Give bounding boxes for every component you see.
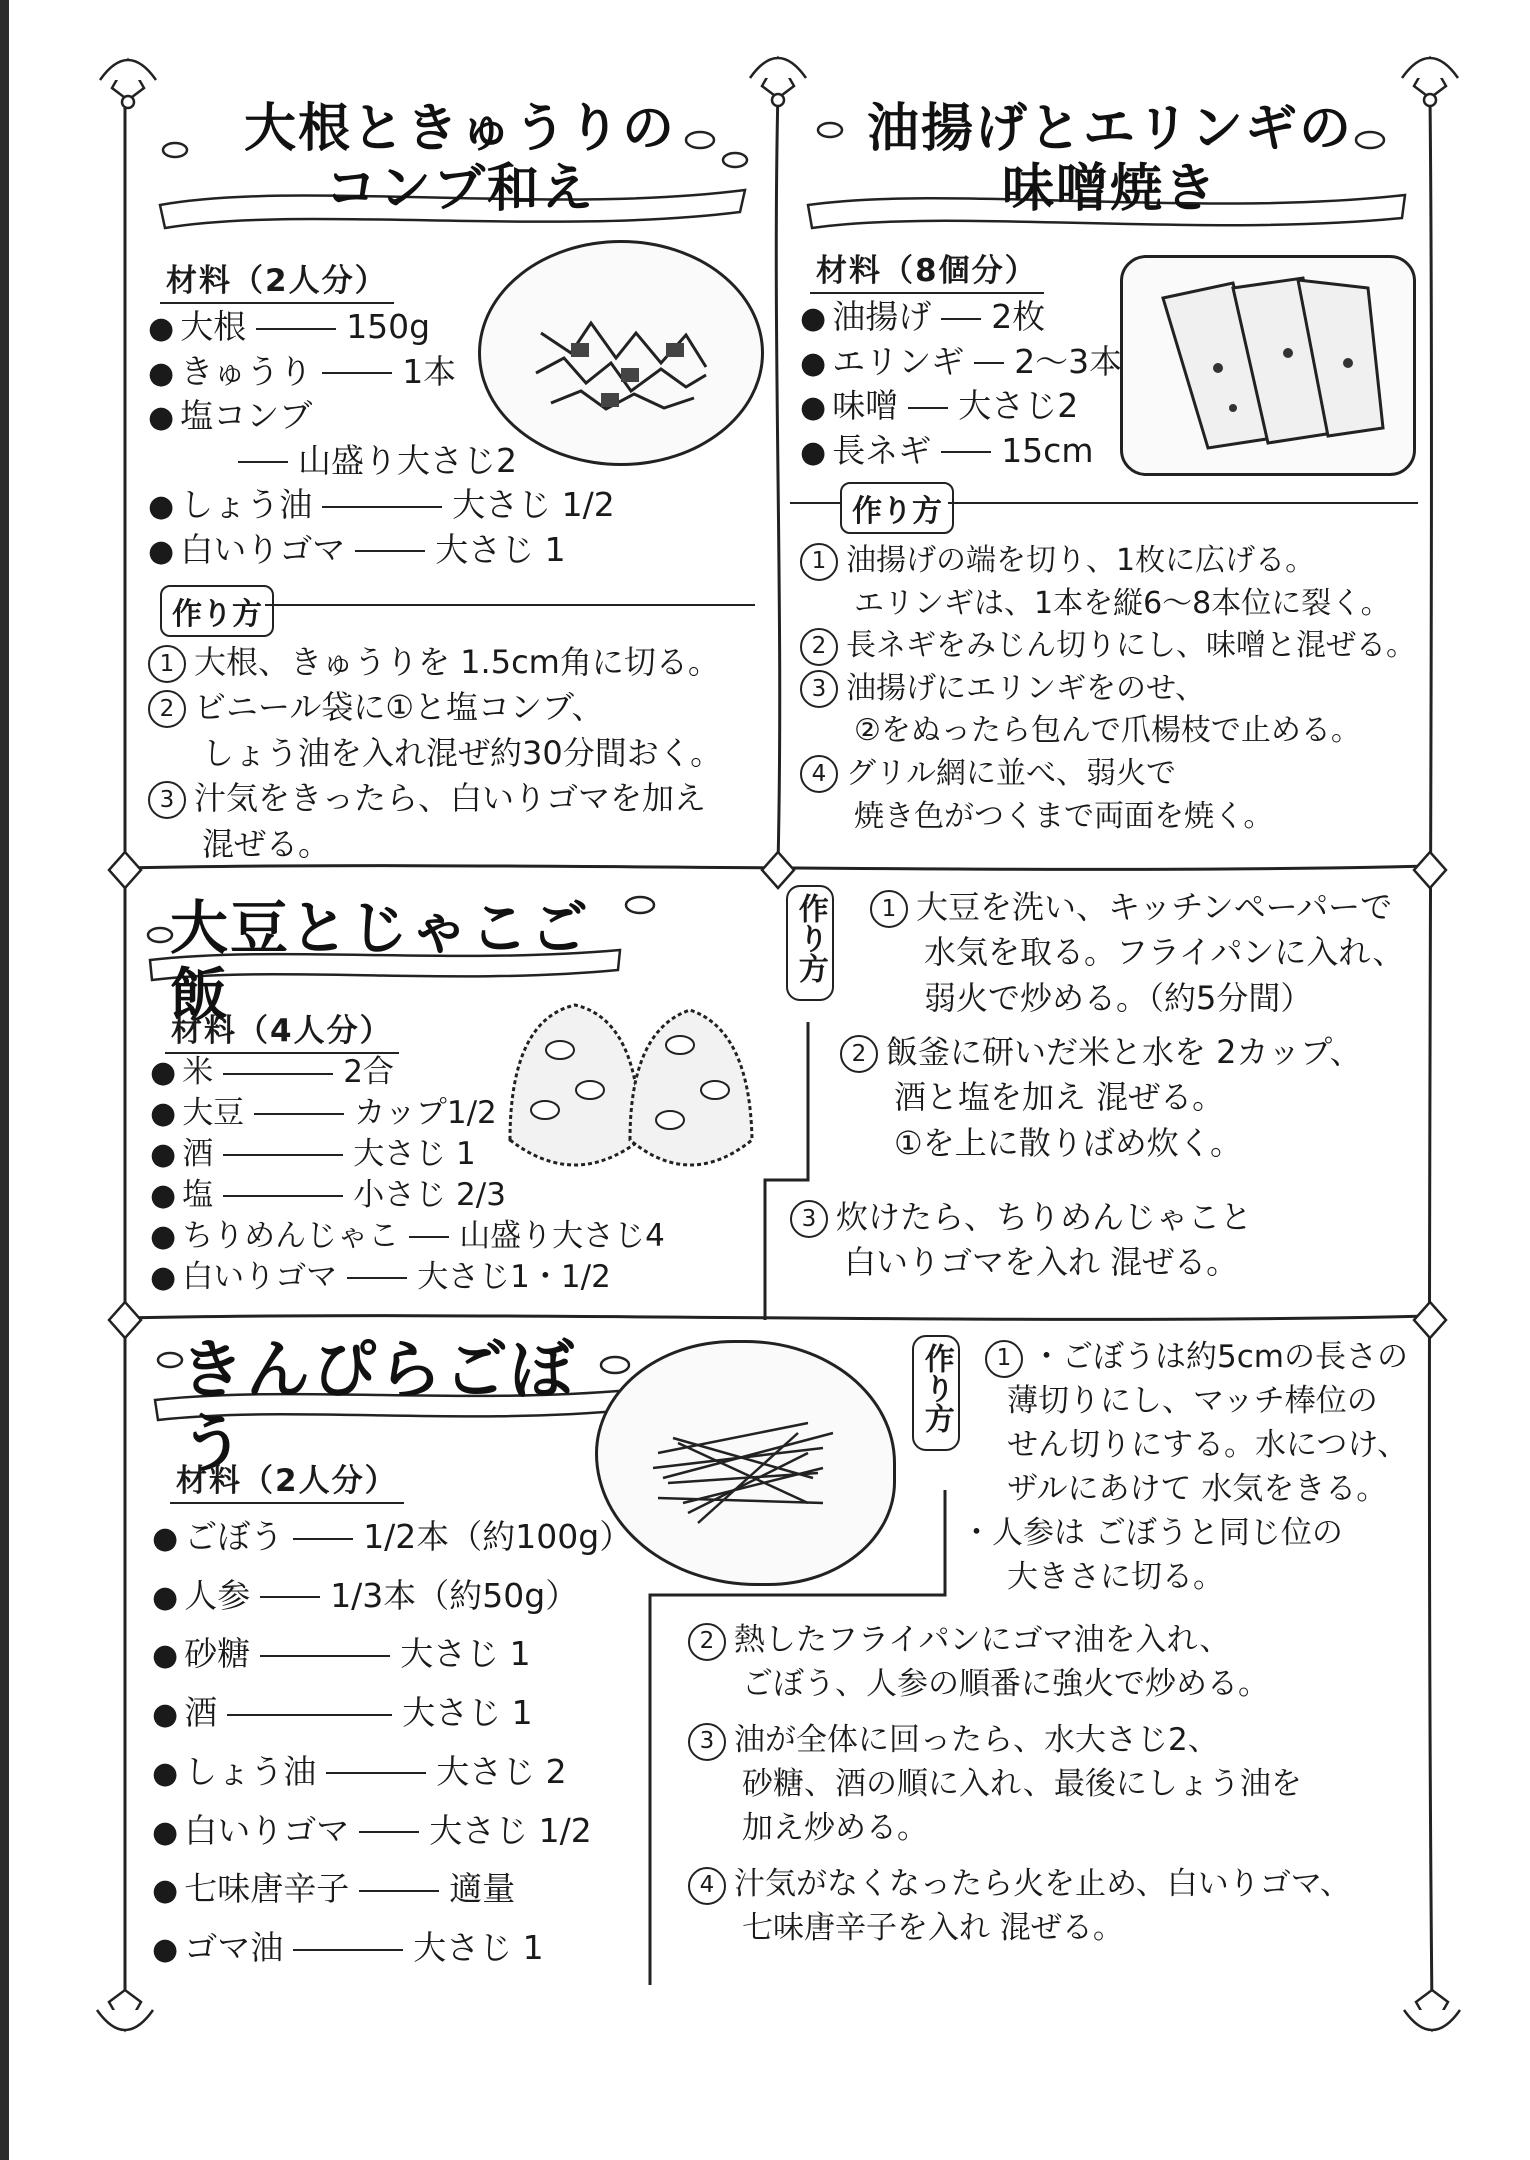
howto-label: 作り方 bbox=[792, 893, 828, 983]
step-2-cont bbox=[148, 731, 722, 776]
ingredient-amount: 大さじ 1/2 bbox=[452, 485, 615, 525]
step-text: 油揚げの端を切り、1枚に広げる。 bbox=[846, 543, 1316, 578]
ingredient-name: 白いりゴマ bbox=[182, 1258, 338, 1295]
step-4-cont bbox=[688, 1906, 1351, 1950]
ingredient-name: しょう油 bbox=[184, 1751, 317, 1791]
howto-rule bbox=[265, 604, 755, 606]
ingredient-row: ● 大根 150g bbox=[148, 307, 431, 346]
ingredient-name: 長ネギ bbox=[832, 430, 932, 470]
ingredients-list bbox=[148, 305, 615, 572]
ingredient-amount: 2〜3本 bbox=[1014, 341, 1123, 381]
ingredient-amount: 大さじ 1 bbox=[402, 1693, 533, 1733]
step-text: ザルにあけて 水気をきる。 bbox=[1007, 1471, 1388, 1508]
ingredient-row: ● 塩 小さじ 2/3 bbox=[150, 1176, 506, 1213]
steps-list bbox=[961, 1335, 1409, 1599]
step-3 bbox=[148, 776, 722, 821]
step-text: 汁気をきったら、白いりゴマを加え bbox=[194, 779, 707, 818]
step-3-cont bbox=[688, 1762, 1351, 1806]
ingredient-row: ● ゴマ油 大さじ 1 bbox=[152, 1928, 544, 1968]
step-number: 1 bbox=[985, 1340, 1023, 1378]
ingredient-amount: 大さじ 1 bbox=[413, 1928, 544, 1968]
ingredient-name: ゴマ油 bbox=[184, 1928, 284, 1968]
step-2-cont bbox=[688, 1662, 1351, 1706]
ingredient-name: 酒 bbox=[184, 1693, 218, 1733]
ingredient-row: ● ちりめんじゃこ 山盛り大さじ4 bbox=[150, 1217, 665, 1254]
step-number: 2 bbox=[148, 690, 186, 728]
ingredient-row: ● エリンギ 2〜3本 bbox=[800, 341, 1123, 381]
step-text: 大豆を洗い、キッチンペーパーで bbox=[916, 888, 1393, 926]
ingredient-name: 米 bbox=[182, 1054, 214, 1090]
ingredient-amount: 2枚 bbox=[991, 297, 1046, 336]
step-1 bbox=[985, 1335, 1408, 1379]
step-2-cont bbox=[840, 1075, 1362, 1120]
step-1-cont bbox=[985, 1379, 1408, 1423]
step-3 bbox=[800, 668, 1416, 711]
ingredient-name: 油揚げ bbox=[832, 297, 932, 336]
step-text: グリル網に並べ、弱火で bbox=[846, 755, 1176, 791]
step-text: 砂糖、酒の順に入れ、最後にしょう油を bbox=[742, 1766, 1302, 1803]
recipe-title: きんぴらごぼう bbox=[180, 1334, 576, 1482]
materials-header: 材料（8個分） bbox=[810, 245, 1044, 294]
steps-list bbox=[870, 885, 1404, 1021]
corner-ornament-top-left bbox=[100, 60, 156, 108]
step-3 bbox=[790, 1195, 1252, 1240]
step-text: 白いりゴマを入れ 混ぜる。 bbox=[844, 1243, 1239, 1282]
step-number: 2 bbox=[800, 628, 838, 666]
step-text: 熱したフライパンにゴマ油を入れ、 bbox=[734, 1622, 1231, 1658]
step-2 bbox=[840, 1030, 1362, 1075]
ingredient-row: ● 米 2合 bbox=[150, 1054, 394, 1090]
ingredient-row: ● 白いりゴマ 大さじ1・1/2 bbox=[150, 1258, 611, 1295]
step-3-cont bbox=[800, 710, 1416, 753]
step-text: 大きさに切る。 bbox=[1007, 1559, 1224, 1596]
ingredient-row: ● 油揚げ 2枚 bbox=[800, 297, 1046, 336]
step-1-cont bbox=[800, 583, 1416, 626]
ingredient-amount: 小さじ 2/3 bbox=[353, 1176, 506, 1213]
ingredient-amount: 大さじ1・1/2 bbox=[417, 1258, 611, 1295]
step-number: 3 bbox=[790, 1200, 828, 1238]
step-4 bbox=[688, 1862, 1351, 1906]
step-1-cont bbox=[985, 1555, 1408, 1599]
step-3-cont bbox=[790, 1240, 1252, 1285]
step-text: ①を上に散りばめ炊く。 bbox=[894, 1123, 1243, 1162]
howto-label-vertical bbox=[786, 885, 834, 1001]
ingredient-name: 白いりゴマ bbox=[184, 1810, 350, 1850]
howto-label: 作り方 bbox=[160, 585, 274, 637]
steps-list-3 bbox=[790, 1195, 1252, 1286]
step-text: 炊けたら、ちりめんじゃこと bbox=[836, 1198, 1253, 1236]
howto-rule-left bbox=[790, 502, 840, 504]
steps-list-2 bbox=[688, 1618, 1351, 1950]
step-3-cont bbox=[148, 822, 722, 867]
step-2 bbox=[148, 685, 722, 730]
ingredient-row: ● しょう油 大さじ 2 bbox=[152, 1751, 567, 1791]
materials-header: 材料（2人分） bbox=[170, 1455, 404, 1504]
step-1-cont bbox=[870, 976, 1404, 1021]
step-1-cont bbox=[985, 1467, 1408, 1511]
step-2 bbox=[800, 625, 1416, 668]
ingredient-name: 白いりゴマ bbox=[180, 529, 346, 569]
ingredient-amount: 1/2本（約100g） bbox=[363, 1517, 633, 1556]
step-1-cont bbox=[870, 930, 1404, 975]
step-number: 1 bbox=[870, 890, 908, 928]
ingredient-row: ● 大豆 カップ1/2 bbox=[150, 1094, 497, 1131]
ingredient-row: ● 七味唐辛子 適量 bbox=[152, 1869, 516, 1909]
ingredient-amount: 1/3本（約50g） bbox=[330, 1575, 579, 1615]
ingredient-name: 塩コンブ bbox=[180, 396, 313, 436]
step-text: ビニール袋に①と塩コンブ、 bbox=[194, 688, 604, 727]
step-text: エリンギは、1本を縦6〜8本位に裂く。 bbox=[854, 585, 1391, 621]
step-1 bbox=[148, 640, 722, 685]
ingredient-row: ● 砂糖 大さじ 1 bbox=[152, 1634, 531, 1674]
ingredient-name: ちりめんじゃこ bbox=[182, 1217, 400, 1254]
step-4 bbox=[800, 753, 1416, 796]
ingredient-row: ● 味噌 大さじ2 bbox=[800, 386, 1079, 426]
materials-header: 材料（4人分） bbox=[165, 1005, 399, 1054]
step-text: せん切りにする。水につけ、 bbox=[1007, 1427, 1409, 1464]
step-number: 1 bbox=[800, 543, 838, 581]
step-text: 長ネギをみじん切りにし、味噌と混ぜる。 bbox=[846, 628, 1416, 664]
step-number: 3 bbox=[688, 1723, 726, 1761]
step-text: 酒と塩を加え 混ぜる。 bbox=[894, 1078, 1225, 1117]
recipe-title bbox=[180, 100, 740, 220]
step-1-cont bbox=[985, 1423, 1408, 1467]
step-number: 4 bbox=[800, 755, 838, 793]
ingredient-name: しょう油 bbox=[180, 485, 313, 525]
step-4-cont bbox=[800, 796, 1416, 839]
ingredients-list bbox=[150, 1052, 665, 1297]
ingredient-row: ● 塩コンブ bbox=[148, 396, 313, 436]
ingredient-amount: 2合 bbox=[343, 1054, 394, 1090]
ingredient-row: ● 白いりゴマ 大さじ 1/2 bbox=[152, 1810, 592, 1850]
howto-label: 作り方 bbox=[918, 1343, 954, 1433]
step-text: ②をぬったら包んで爪楊枝で止める。 bbox=[854, 713, 1361, 749]
ingredient-amount: 大さじ2 bbox=[958, 386, 1079, 426]
ingredient-amount: 15cm bbox=[1001, 430, 1094, 470]
ingredient-row: ● ごぼう 1/2本（約100g） bbox=[152, 1517, 633, 1556]
step-text: 油が全体に回ったら、水大さじ2、 bbox=[734, 1722, 1219, 1759]
ingredient-name: 酒 bbox=[182, 1135, 214, 1172]
ingredient-amount: 大さじ 2 bbox=[436, 1751, 567, 1791]
step-text: 汁気がなくなったら火を止め、白いりゴマ、 bbox=[734, 1866, 1351, 1903]
title-line-2: 味噌焼き bbox=[1001, 158, 1218, 219]
materials-header: 材料（2人分） bbox=[160, 255, 394, 304]
step-text: 薄切りにし、マッチ棒位の bbox=[1007, 1383, 1378, 1420]
howto-rule-right bbox=[948, 502, 1418, 504]
ingredient-amount: 山盛り大さじ2 bbox=[298, 440, 517, 480]
step-number: 2 bbox=[840, 1035, 878, 1073]
ingredient-name: 七味唐辛子 bbox=[184, 1869, 350, 1909]
ingredient-name: 味噌 bbox=[832, 386, 899, 426]
ingredient-name: 砂糖 bbox=[184, 1634, 251, 1674]
ingredient-amount: カップ1/2 bbox=[354, 1094, 497, 1131]
title-line-1: 油揚げとエリンギの bbox=[866, 99, 1353, 159]
step-text: 油揚げにエリンギをのせ、 bbox=[846, 670, 1206, 706]
step-number: 3 bbox=[148, 781, 186, 819]
ingredient-amount: 山盛り大さじ4 bbox=[459, 1217, 665, 1254]
howto-label-vertical bbox=[912, 1335, 960, 1451]
step-3 bbox=[688, 1718, 1351, 1762]
dish-illustration bbox=[595, 1340, 896, 1586]
step-number: 2 bbox=[688, 1623, 726, 1661]
ingredient-name: きゅうり bbox=[180, 351, 313, 391]
step-text: 大根、きゅうりを 1.5cm角に切る。 bbox=[194, 643, 720, 681]
title-line-1: 大根ときゅうりの bbox=[243, 99, 676, 159]
steps-list-2 bbox=[840, 1030, 1362, 1166]
ingredient-row: ● 酒 大さじ 1 bbox=[152, 1693, 533, 1733]
ingredient-name: 大豆 bbox=[182, 1094, 245, 1131]
title-line-2: コンブ和え bbox=[324, 158, 595, 219]
ingredient-name: エリンギ bbox=[832, 341, 965, 381]
ingredient-row: ● 長ネギ 15cm bbox=[800, 430, 1094, 470]
step-text: しょう油を入れ混ぜ約30分間おく。 bbox=[202, 733, 723, 772]
howto-label: 作り方 bbox=[840, 482, 954, 534]
ingredients-list bbox=[800, 295, 1122, 473]
step-3-cont bbox=[688, 1806, 1351, 1850]
step-2-cont bbox=[840, 1121, 1362, 1166]
step-1 bbox=[870, 885, 1404, 930]
steps-list bbox=[800, 540, 1416, 838]
step-text: 飯釜に研いだ米と水を 2カップ、 bbox=[886, 1033, 1362, 1071]
ingredient-name: 人参 bbox=[184, 1575, 251, 1615]
step-2 bbox=[688, 1618, 1351, 1662]
step-1 bbox=[800, 540, 1416, 583]
step-1-cont bbox=[961, 1511, 1408, 1555]
ingredient-name: 大根 bbox=[180, 307, 247, 346]
step-number: 3 bbox=[800, 670, 838, 708]
step-number: 1 bbox=[148, 645, 186, 683]
step-text: 混ぜる。 bbox=[202, 824, 331, 863]
ingredient-amount: 大さじ 1 bbox=[435, 529, 566, 569]
recipe-title bbox=[830, 100, 1390, 220]
step-text: ごぼう、人参の順番に強火で炒める。 bbox=[742, 1666, 1269, 1703]
ingredient-amount: 大さじ 1 bbox=[353, 1135, 476, 1172]
ingredient-row: ● きゅうり 1本 bbox=[148, 351, 457, 391]
ingredient-row: ● 酒 大さじ 1 bbox=[150, 1135, 476, 1172]
ingredient-amount: 150g bbox=[346, 307, 431, 346]
step-text: 加え炒める。 bbox=[742, 1810, 928, 1847]
ingredient-row: ● 人参 1/3本（約50g） bbox=[152, 1575, 579, 1615]
ingredient-amount: 大さじ 1/2 bbox=[429, 1810, 592, 1850]
steps-list bbox=[148, 640, 722, 867]
recipe-title: 大豆とじゃこご飯 bbox=[170, 894, 591, 1029]
ingredient-amount: 適量 bbox=[449, 1869, 516, 1909]
ingredient-amount: 大さじ 1 bbox=[400, 1634, 531, 1674]
step-text: 弱火で炒める。（約5分間） bbox=[924, 978, 1313, 1017]
ingredient-row-continued bbox=[148, 439, 615, 484]
dish-illustration bbox=[1120, 255, 1416, 476]
step-text: 焼き色がつくまで両面を焼く。 bbox=[854, 798, 1274, 834]
step-text: ・ごぼうは約5cmの長さの bbox=[1031, 1339, 1408, 1375]
step-number: 4 bbox=[688, 1867, 726, 1905]
step-text: ・人参は ごぼうと同じ位の bbox=[961, 1515, 1343, 1552]
ingredient-name: 塩 bbox=[182, 1176, 214, 1213]
step-text: 水気を取る。フライパンに入れ、 bbox=[924, 933, 1405, 972]
ingredients-list bbox=[152, 1508, 632, 1978]
step-text: 七味唐辛子を入れ 混ぜる。 bbox=[742, 1910, 1124, 1947]
ingredient-row: ● しょう油 大さじ 1/2 bbox=[148, 485, 615, 525]
ingredient-name: ごぼう bbox=[184, 1517, 284, 1556]
ingredient-amount: 1本 bbox=[402, 351, 457, 391]
ingredient-row: ● 白いりゴマ 大さじ 1 bbox=[148, 529, 566, 569]
